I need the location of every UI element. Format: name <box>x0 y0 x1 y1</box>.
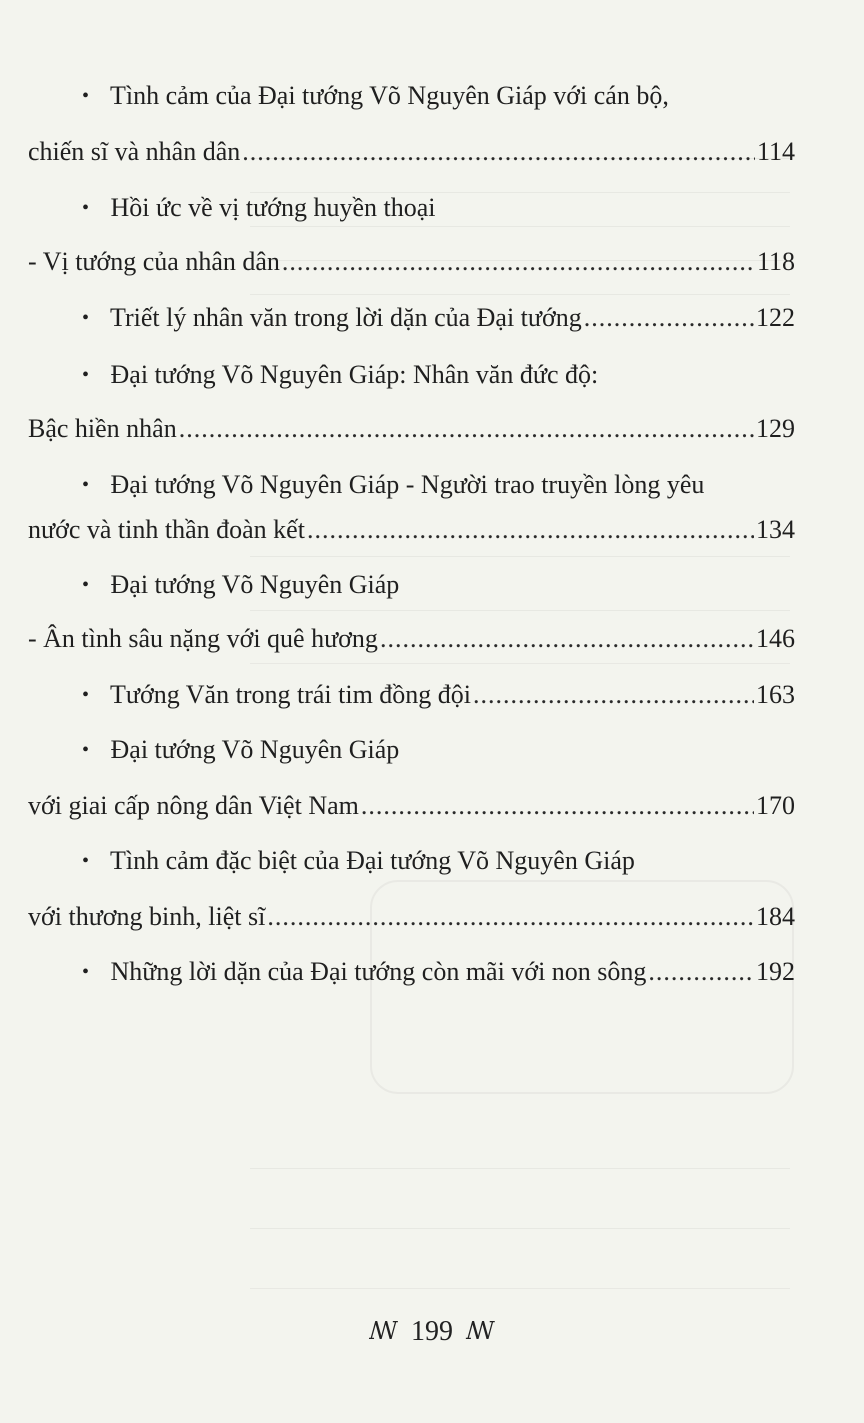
bullet-icon: • <box>82 197 90 219</box>
toc-page-number: 192 <box>756 957 795 986</box>
toc-entry-title: Tướng Văn trong trái tim đồng đội <box>110 680 472 709</box>
toc-entry-6-line-2 <box>28 623 795 654</box>
leader-dots <box>282 246 755 277</box>
toc-page-number: 146 <box>756 624 795 653</box>
toc-entry-9-line-1 <box>28 845 795 876</box>
toc-entry-title-continuation: - Ân tình sâu nặng với quê hương <box>28 624 378 653</box>
bullet-icon: • <box>82 574 90 596</box>
toc-entry-1-line-1 <box>28 80 795 111</box>
toc-page-number: 129 <box>756 414 795 443</box>
left-ornament-icon: ꟿ <box>369 1318 398 1345</box>
toc-entry-8-line-2 <box>28 790 795 821</box>
background-line <box>250 1150 790 1169</box>
toc-entry-title: Đại tướng Võ Nguyên Giáp - Người trao truyền lòng yêu <box>110 470 705 499</box>
toc-entry-1-line-2 <box>28 136 795 167</box>
toc-entry-title-continuation: Bậc hiền nhân <box>28 414 177 443</box>
bullet-icon: • <box>82 85 90 107</box>
toc-entry-title-continuation: với thương binh, liệt sĩ <box>28 902 266 931</box>
toc-entry-2-line-2 <box>28 246 795 277</box>
leader-dots <box>361 790 754 821</box>
leader-dots <box>242 136 755 167</box>
toc-entry-5-line-1 <box>28 469 795 500</box>
toc-page-number: 122 <box>756 303 795 332</box>
toc-entry-8-line-1 <box>28 734 795 765</box>
toc-entry-6-line-1 <box>28 569 795 600</box>
toc-page-number: 163 <box>756 680 795 709</box>
bullet-icon: • <box>82 307 90 329</box>
bullet-icon: • <box>82 474 90 496</box>
leader-dots <box>380 623 754 654</box>
bullet-icon: • <box>82 684 90 706</box>
toc-entry-5-line-2 <box>28 514 795 545</box>
toc-entry-title-continuation: với giai cấp nông dân Việt Nam <box>28 791 359 820</box>
toc-entry-4-line-1 <box>28 359 795 390</box>
toc-entry-9-line-2 <box>28 901 795 932</box>
background-line <box>250 1210 790 1229</box>
background-line <box>250 174 790 193</box>
bullet-icon: • <box>82 739 90 761</box>
toc-page-number: 118 <box>756 247 795 276</box>
background-line <box>250 1270 790 1289</box>
toc-page-number: 184 <box>756 902 795 931</box>
toc-entry-title: Đại tướng Võ Nguyên Giáp <box>110 735 400 764</box>
toc-page-number: 114 <box>756 137 795 166</box>
toc-entry-title-continuation: chiến sĩ và nhân dân <box>28 137 241 166</box>
toc-entry-title: Tình cảm của Đại tướng Võ Nguyên Giáp với cán bộ, <box>110 81 669 110</box>
bullet-icon: • <box>82 850 90 872</box>
toc-entry-2-line-1 <box>28 192 795 223</box>
toc-entry-10-line-1 <box>28 956 795 987</box>
leader-dots <box>267 901 754 932</box>
toc-entry-title-continuation: nước và tinh thần đoàn kết <box>28 515 305 544</box>
page-footer <box>0 1318 864 1346</box>
leader-dots <box>307 514 754 545</box>
toc-page-number: 134 <box>756 515 795 544</box>
bullet-icon: • <box>82 961 90 983</box>
toc-entry-title: Tình cảm đặc biệt của Đại tướng Võ Nguyên Giáp <box>110 846 635 875</box>
leader-dots <box>584 302 754 333</box>
toc-entry-4-line-2 <box>28 413 795 444</box>
background-line <box>250 276 790 295</box>
toc-entry-7-line-1 <box>28 679 795 710</box>
toc-page-number: 170 <box>756 791 795 820</box>
toc-entry-title-continuation: - Vị tướng của nhân dân <box>28 247 280 276</box>
toc-entry-title: Triết lý nhân văn trong lời dặn của Đại tướng <box>110 303 582 332</box>
toc-entry-title: Đại tướng Võ Nguyên Giáp: Nhân văn đức độ: <box>110 360 599 389</box>
toc-entry-3-line-1 <box>28 302 795 333</box>
bullet-icon: • <box>82 364 90 386</box>
toc-entry-title: Những lời dặn của Đại tướng còn mãi với non sông <box>110 957 647 986</box>
leader-dots <box>473 679 754 710</box>
page-number: 199 <box>411 1316 453 1347</box>
toc-entry-title: Hồi ức về vị tướng huyền thoại <box>110 193 436 222</box>
leader-dots <box>648 956 754 987</box>
toc-entry-title: Đại tướng Võ Nguyên Giáp <box>110 570 400 599</box>
right-ornament-icon: ꟿ <box>466 1318 495 1345</box>
leader-dots <box>179 413 754 444</box>
